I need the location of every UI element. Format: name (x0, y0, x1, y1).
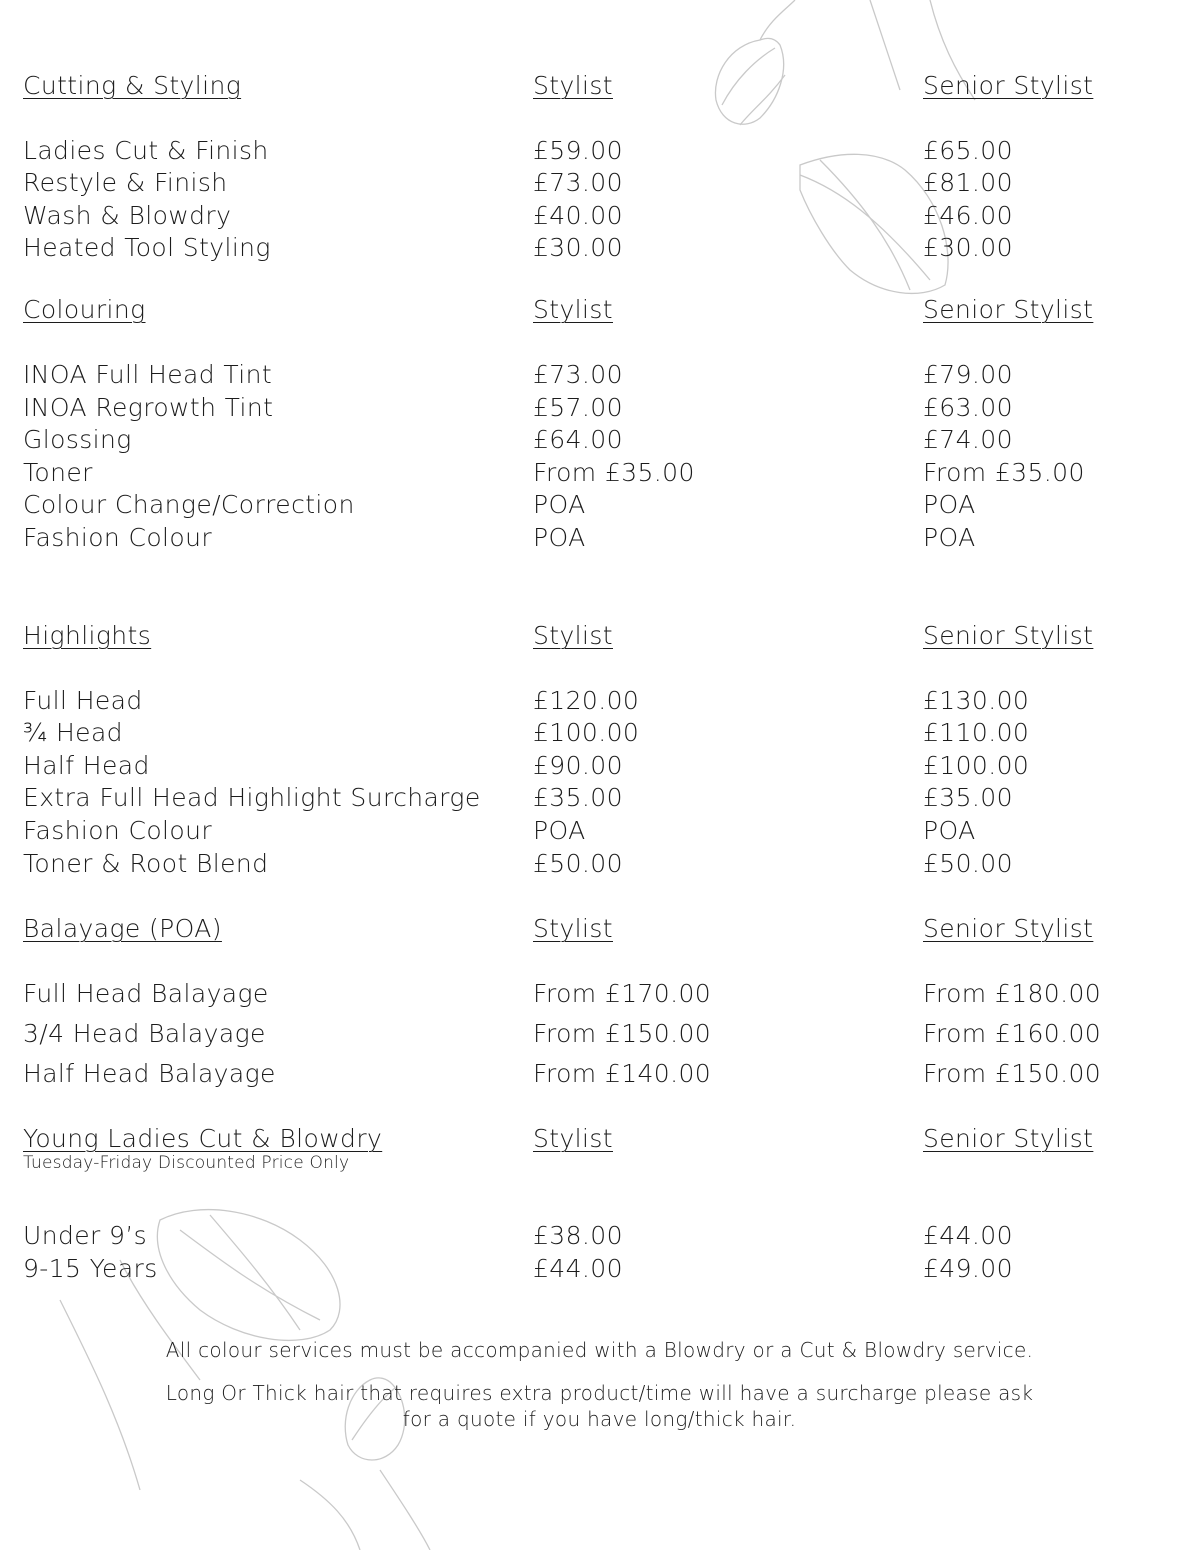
service-name: INOA Full Head Tint (23, 360, 273, 389)
stylist-price: £73.00 (533, 168, 623, 197)
price-row (0, 815, 1199, 849)
service-name: Fashion Colour (23, 523, 213, 552)
price-row (0, 717, 1199, 751)
section-header (0, 913, 1199, 947)
stylist-price: £64.00 (533, 425, 623, 454)
senior-price: £110.00 (923, 718, 1030, 747)
service-name: INOA Regrowth Tint (23, 393, 274, 422)
price-row (0, 1253, 1199, 1287)
senior-price: £100.00 (923, 751, 1030, 780)
stylist-price: £120.00 (533, 686, 640, 715)
section-title: Balayage (POA) (23, 914, 222, 943)
senior-price: £49.00 (923, 1254, 1013, 1283)
stylist-price: £59.00 (533, 136, 623, 165)
column-header-senior: Senior Stylist (923, 295, 1094, 324)
long-hair-note-line2: for a quote if you have long/thick hair. (402, 1407, 797, 1431)
service-name: Under 9’s (23, 1221, 148, 1250)
section-title: Young Ladies Cut & Blowdry (23, 1124, 383, 1153)
section-header (0, 294, 1199, 328)
stylist-price: From £140.00 (533, 1059, 712, 1088)
senior-price: £74.00 (923, 425, 1013, 454)
stylist-price: From £150.00 (533, 1019, 712, 1048)
price-row (0, 782, 1199, 816)
price-row (0, 457, 1199, 491)
price-row (0, 135, 1199, 169)
price-row (0, 424, 1199, 458)
senior-price: From £35.00 (923, 458, 1085, 487)
stylist-price: £44.00 (533, 1254, 623, 1283)
section-subtitle: Tuesday-Friday Discounted Price Only (23, 1153, 350, 1173)
section-title: Colouring (23, 295, 146, 324)
stylist-price: £73.00 (533, 360, 623, 389)
price-row (0, 232, 1199, 266)
column-header-senior: Senior Stylist (923, 1124, 1094, 1153)
price-row (0, 489, 1199, 523)
stylist-price: POA (533, 523, 586, 552)
column-header-stylist: Stylist (533, 71, 613, 100)
colour-services-note: All colour services must be accompanied with a Blowdry or a Cut & Blowdry service. (165, 1338, 1034, 1362)
service-name: Extra Full Head Highlight Surcharge (23, 783, 481, 812)
price-row (0, 359, 1199, 393)
stylist-price: £100.00 (533, 718, 640, 747)
stylist-price: £57.00 (533, 393, 623, 422)
price-row (0, 1220, 1199, 1254)
price-row (0, 848, 1199, 882)
senior-price: £46.00 (923, 201, 1013, 230)
stylist-price: From £170.00 (533, 979, 712, 1008)
price-row (0, 522, 1199, 556)
senior-price: £44.00 (923, 1221, 1013, 1250)
senior-price: £63.00 (923, 393, 1013, 422)
senior-price: £79.00 (923, 360, 1013, 389)
price-row (0, 750, 1199, 784)
senior-price: From £180.00 (923, 979, 1102, 1008)
price-row (0, 978, 1199, 1012)
stylist-price: POA (533, 490, 586, 519)
service-name: Full Head Balayage (23, 979, 269, 1008)
senior-price: £81.00 (923, 168, 1013, 197)
stylist-price: £30.00 (533, 233, 623, 262)
stylist-price: £38.00 (533, 1221, 623, 1250)
column-header-stylist: Stylist (533, 914, 613, 943)
service-name: Glossing (23, 425, 132, 454)
senior-price: £65.00 (923, 136, 1013, 165)
service-name: Heated Tool Styling (23, 233, 271, 262)
service-name: Half Head (23, 751, 150, 780)
service-name: Half Head Balayage (23, 1059, 276, 1088)
service-name: Full Head (23, 686, 143, 715)
section-title: Highlights (23, 621, 152, 650)
service-name: 9-15 Years (23, 1254, 158, 1283)
section-header (0, 70, 1199, 104)
price-row (0, 685, 1199, 719)
stylist-price: £40.00 (533, 201, 623, 230)
stylist-price: POA (533, 816, 586, 845)
senior-price: POA (923, 490, 976, 519)
column-header-stylist: Stylist (533, 621, 613, 650)
column-header-senior: Senior Stylist (923, 621, 1094, 650)
senior-price: POA (923, 523, 976, 552)
service-name: Restyle & Finish (23, 168, 228, 197)
senior-price: POA (923, 816, 976, 845)
senior-price: £130.00 (923, 686, 1030, 715)
price-row (0, 1018, 1199, 1052)
long-hair-note-line1: Long Or Thick hair that requires extra product/time will have a surcharge please ask (165, 1381, 1034, 1405)
price-row (0, 167, 1199, 201)
stylist-price: £90.00 (533, 751, 623, 780)
service-name: Wash & Blowdry (23, 201, 232, 230)
column-header-stylist: Stylist (533, 295, 613, 324)
senior-price: From £160.00 (923, 1019, 1102, 1048)
price-row (0, 392, 1199, 426)
service-name: Ladies Cut & Finish (23, 136, 269, 165)
service-name: Toner & Root Blend (23, 849, 269, 878)
senior-price: £35.00 (923, 783, 1013, 812)
service-name: ¾ Head (23, 718, 123, 747)
column-header-senior: Senior Stylist (923, 914, 1094, 943)
price-row (0, 1058, 1199, 1092)
section-header (0, 620, 1199, 654)
service-name: Colour Change/Correction (23, 490, 355, 519)
service-name: Fashion Colour (23, 816, 213, 845)
stylist-price: £35.00 (533, 783, 623, 812)
stylist-price: £50.00 (533, 849, 623, 878)
column-header-stylist: Stylist (533, 1124, 613, 1153)
section-header (0, 1123, 1199, 1157)
stylist-price: From £35.00 (533, 458, 695, 487)
service-name: 3/4 Head Balayage (23, 1019, 266, 1048)
senior-price: £30.00 (923, 233, 1013, 262)
column-header-senior: Senior Stylist (923, 71, 1094, 100)
section-title: Cutting & Styling (23, 71, 242, 100)
senior-price: £50.00 (923, 849, 1013, 878)
senior-price: From £150.00 (923, 1059, 1102, 1088)
service-name: Toner (23, 458, 93, 487)
price-row (0, 200, 1199, 234)
